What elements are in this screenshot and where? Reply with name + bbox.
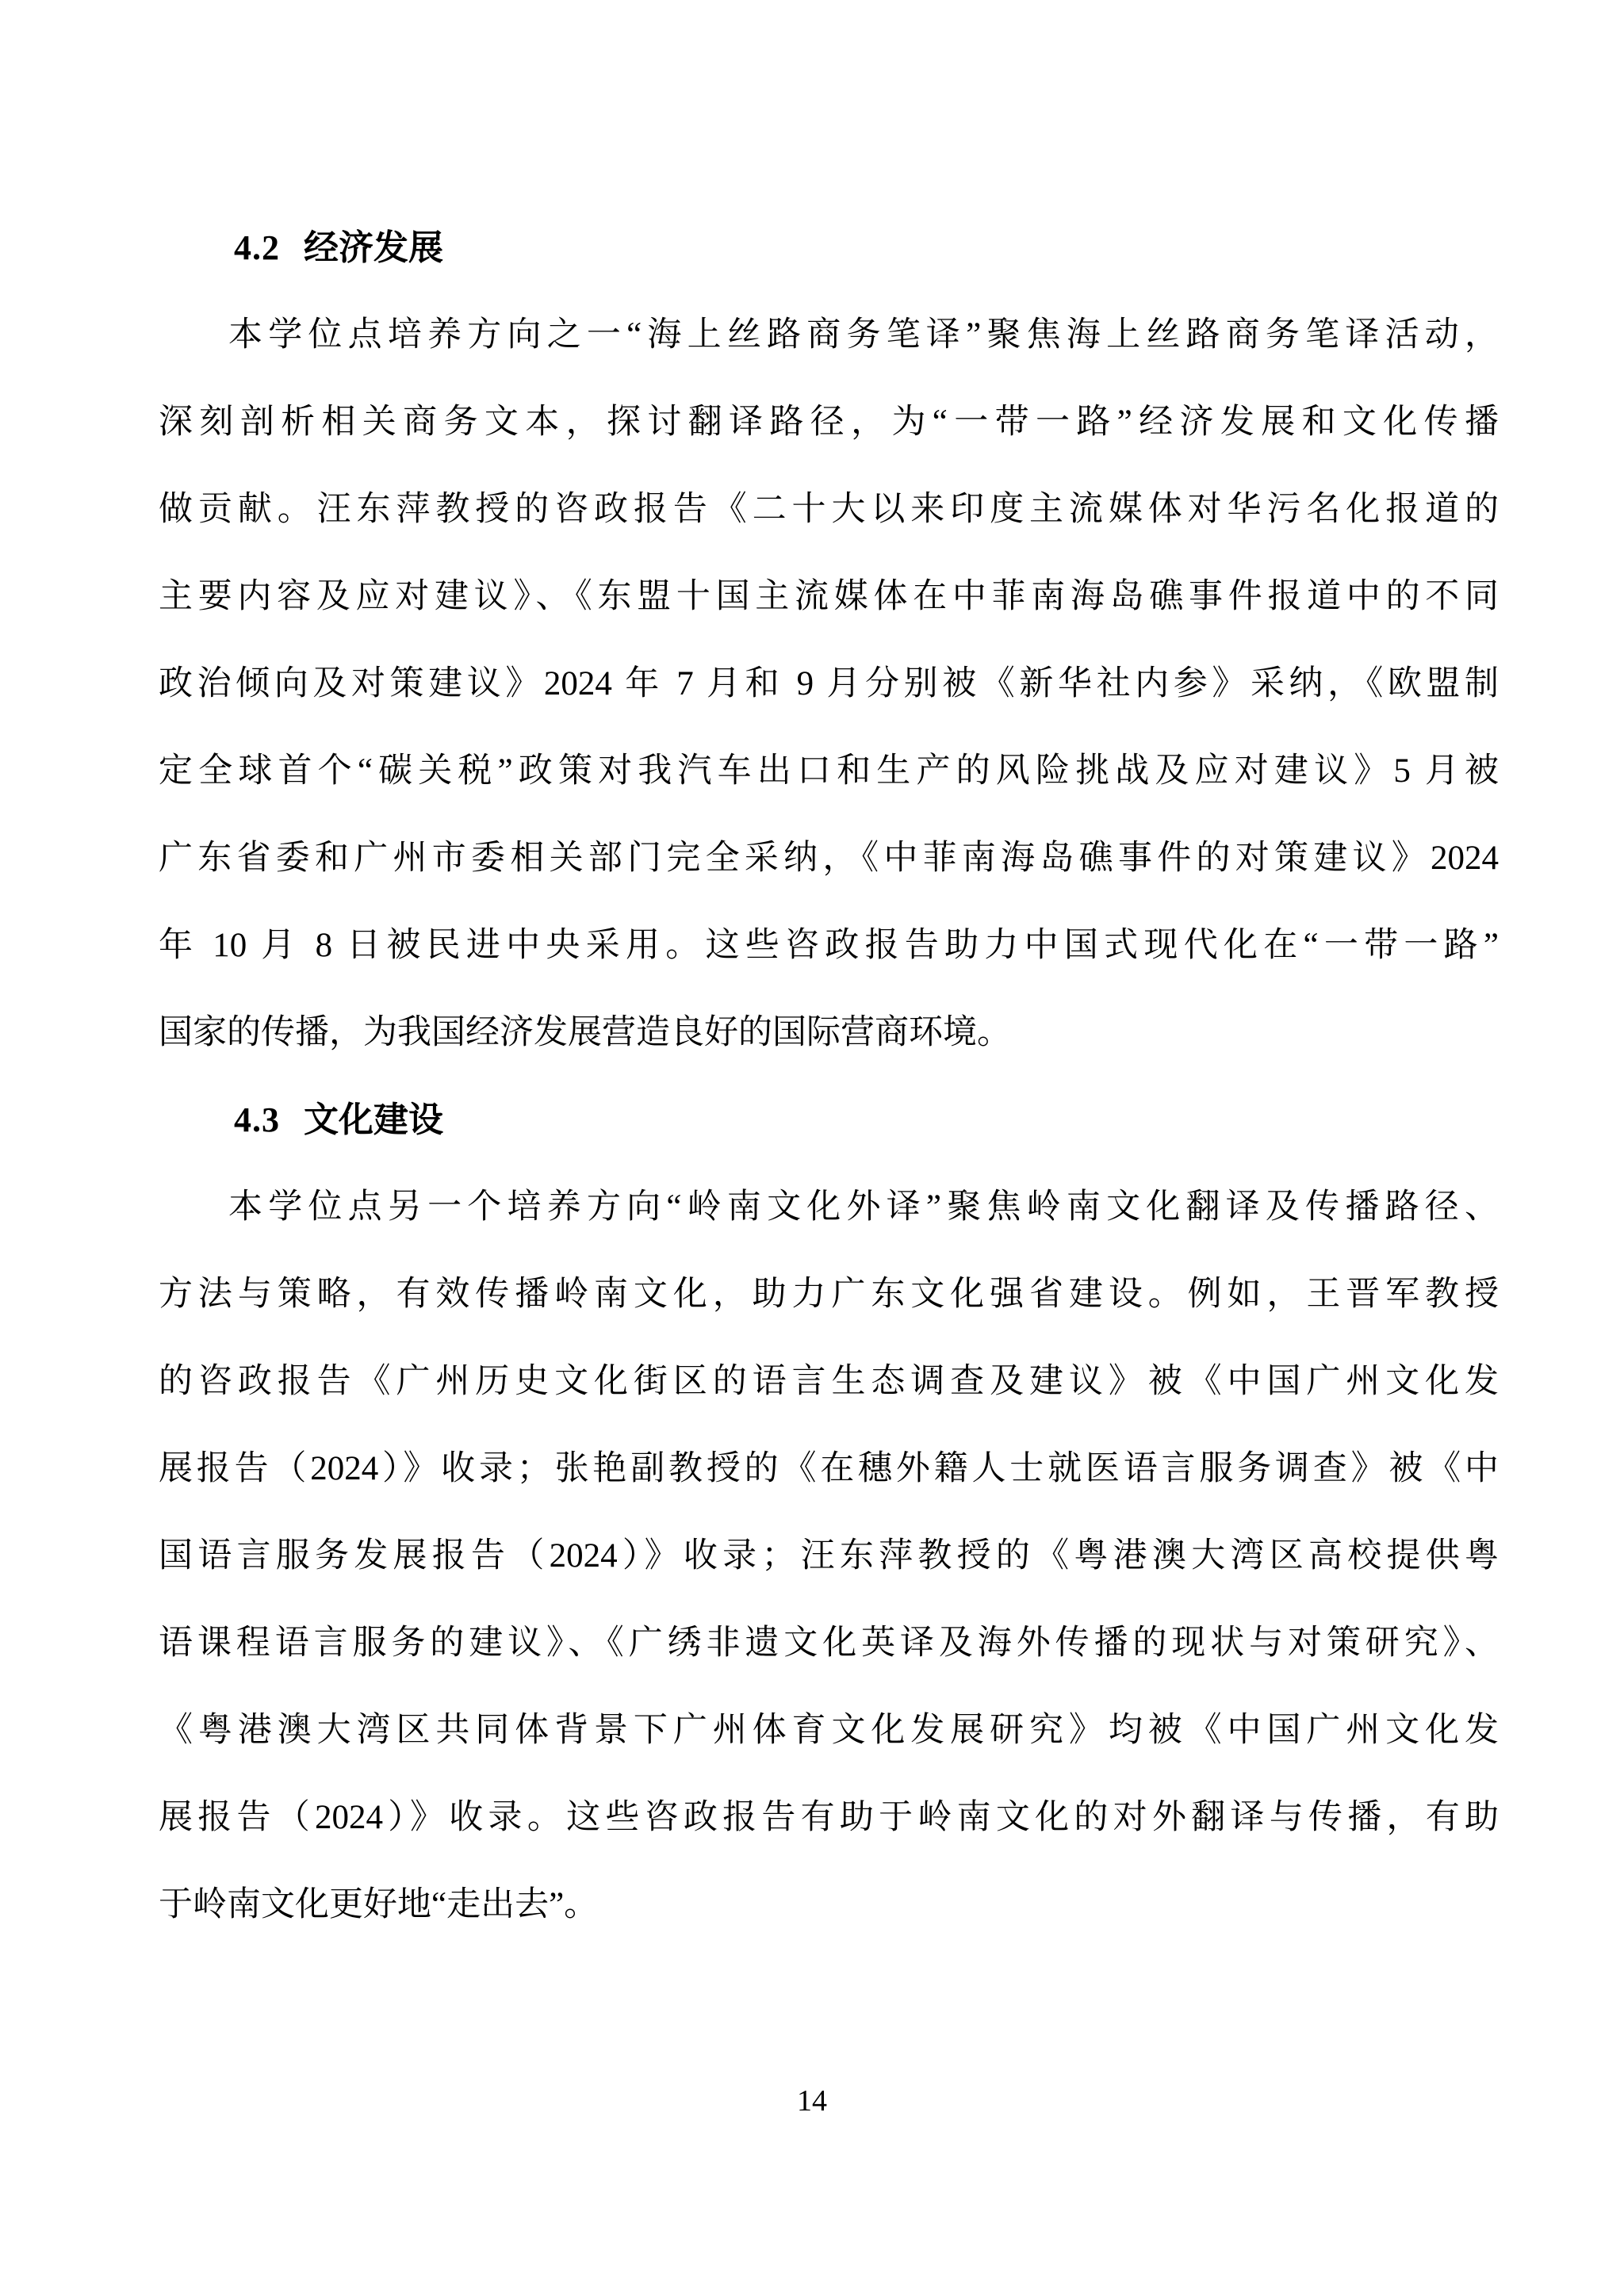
section-number: 4.3 [234,1100,280,1139]
paragraph-economic-development [159,292,1499,1077]
paragraph-line: 政治倾向及对策建议》2024 年 7 月和 9 月分别被《新华社内参》采纳，《欧盟制 [159,665,1499,702]
paragraph-line: 展报告（2024）》收录；张艳副教授的《在穗外籍人士就医语言服务调查》被《中 [159,1450,1499,1487]
paragraph-line: 主要内容及应对建议》、《东盟十国主流媒体在中菲南海岛礁事件报道中的不同 [159,578,1499,615]
paragraph-line: 定全球首个“碳关税”政策对我汽车出口和生产的风险挑战及应对建议》5 月被 [159,752,1499,790]
page-content [159,205,1499,1949]
section-title: 经济发展 [304,228,443,267]
paragraph-cultural-construction [159,1164,1499,1949]
paragraph-line: 年 10 月 8 日被民进中央采用。这些咨政报告助力中国式现代化在“一带一路” [159,927,1499,964]
paragraph-line: 《粤港澳大湾区共同体背景下广州体育文化发展研究》均被《中国广州文化发 [159,1712,1499,1749]
section-title: 文化建设 [304,1100,443,1139]
paragraph-line: 的咨政报告《广州历史文化街区的语言生态调查及建议》被《中国广州文化发 [159,1363,1499,1400]
paragraph-line: 国家的传播，为我国经济发展营造良好的国际营商环境。 [159,1014,1011,1051]
paragraph-line: 语课程语言服务的建议》、《广绣非遗文化英译及海外传播的现状与对策研究》、 [159,1624,1499,1662]
paragraph-line: 国语言服务发展报告（2024）》收录；汪东萍教授的《粤港澳大湾区高校提供粤 [159,1537,1499,1575]
section-heading-economic-development [159,205,1499,292]
paragraph-line: 展报告（2024）》收录。这些咨政报告有助于岭南文化的对外翻译与传播，有助 [159,1799,1499,1836]
paragraph-line: 方法与策略，有效传播岭南文化，助力广东文化强省建设。例如，王晋军教授 [159,1276,1499,1313]
section-number: 4.2 [234,228,280,267]
paragraph-line: 本学位点培养方向之一“海上丝路商务笔译”聚焦海上丝路商务笔译活动， [228,316,1499,354]
paragraph-line: 于岭南文化更好地“走出去”。 [159,1886,599,1923]
page-number: 14 [797,2084,827,2118]
paragraph-line: 深刻剖析相关商务文本，探讨翻译路径，为“一带一路”经济发展和文化传播 [159,404,1499,441]
section-heading-cultural-construction [159,1077,1499,1164]
paragraph-line: 做贡献。汪东萍教授的咨政报告《二十大以来印度主流媒体对华污名化报道的 [159,491,1499,528]
paragraph-line: 本学位点另一个培养方向“岭南文化外译”聚焦岭南文化翻译及传播路径、 [228,1188,1499,1226]
paragraph-line: 广东省委和广州市委相关部门完全采纳，《中菲南海岛礁事件的对策建议》2024 [159,840,1499,877]
